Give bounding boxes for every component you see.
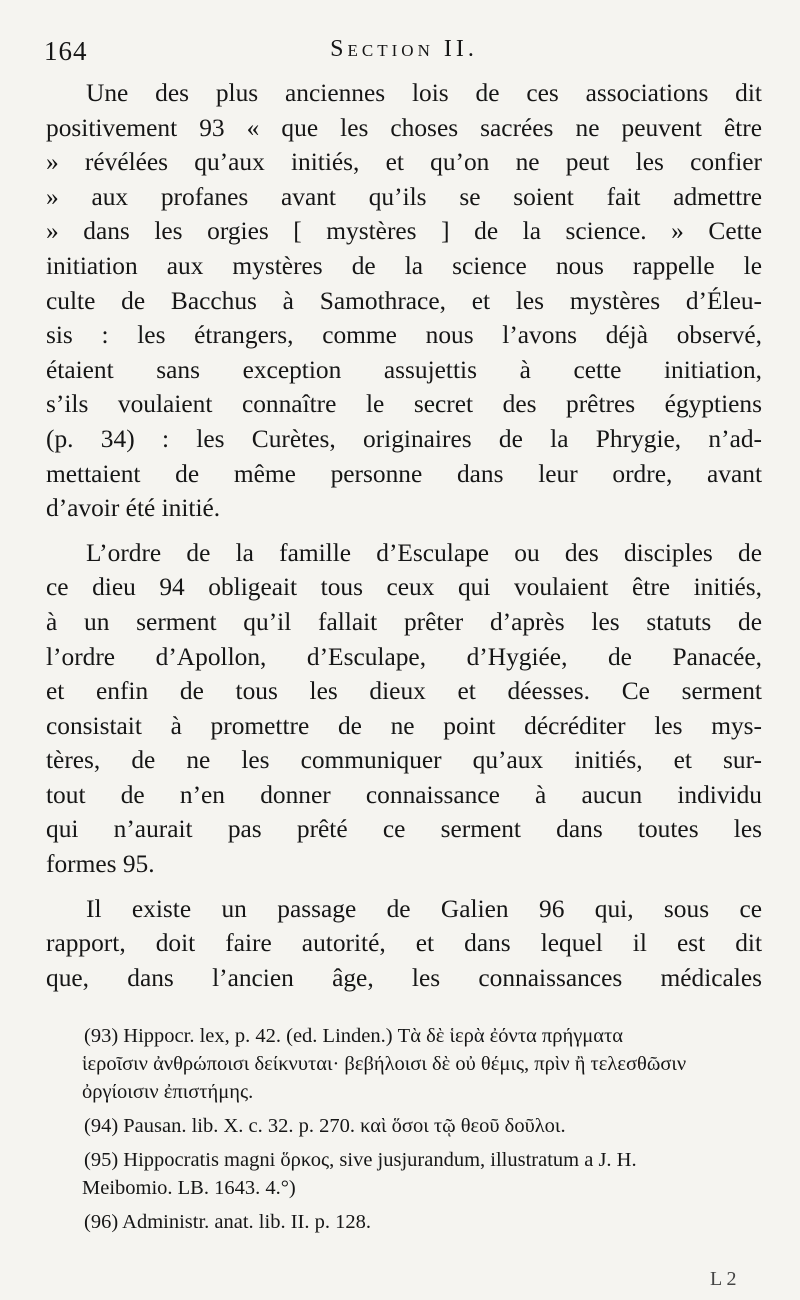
text-line: à un serment qu’il fallait prêter d’après les statuts de	[46, 607, 762, 636]
text-line: tout de n’en donner connaissance à aucun individu	[46, 780, 762, 809]
page-header	[44, 36, 764, 76]
footnote-95: (95) Hippocratis magni ὅρκος, sive jusjurandum, illustratum a J. H.	[84, 1149, 637, 1171]
footnote-line: Meibomio. LB. 1643. 4.°)	[82, 1177, 296, 1199]
body-text	[46, 76, 762, 995]
text-line: étaient sans exception assujettis à cette initiation,	[46, 355, 762, 384]
footnote-94: (94) Pausan. lib. X. c. 32. p. 270. καὶ ὅσοι τῷ θεοῦ δοῦλοι.	[84, 1115, 566, 1137]
text-line: Une des plus anciennes lois de ces associations dit	[86, 79, 762, 107]
footnote-line: ἱεροῖσιν ἀνθρώποισι δείκνυται· βεβήλοισι δὲ οὐ θέμις, πρὶν ἢ τελεσθῶσιν	[82, 1053, 687, 1075]
page-number: 164	[44, 36, 88, 66]
footnote-93: (93) Hippocr. lex, p. 42. (ed. Linden.) Τὰ δὲ ἱερὰ ἐόντα πρήγματα	[84, 1025, 623, 1047]
text-line: consistait à promettre de ne point décréditer les mys-	[46, 711, 762, 740]
text-line: qui n’aurait pas prêté ce serment dans toutes les	[46, 815, 762, 844]
paragraph-gap	[46, 526, 762, 536]
text-line: L’ordre de la famille d’Esculape ou des disciples de	[86, 538, 762, 567]
paragraph-1	[46, 76, 762, 526]
text-line: positivement 93 « que les choses sacrées ne peuvent être	[46, 113, 762, 142]
text-line: Il existe un passage de Galien 96 qui, sous ce	[86, 894, 762, 923]
text-line: d’avoir été initié.	[46, 494, 221, 523]
footnote-96: (96) Administr. anat. lib. II. p. 128.	[84, 1211, 371, 1233]
text-line: s’ils voulaient connaître le secret des prêtres égyptiens	[46, 390, 762, 419]
running-head: Section II.	[330, 36, 478, 62]
text-line: » dans les orgies [ mystères ] de la science. » Cette	[46, 217, 762, 246]
text-line: rapport, doit faire autorité, et dans lequel il est dit	[46, 929, 762, 958]
text-line: l’ordre d’Apollon, d’Esculape, d’Hygiée, de Panacée,	[46, 642, 762, 671]
text-line: formes 95.	[46, 850, 155, 879]
text-line: que, dans l’ancien âge, les connaissances médicales	[46, 963, 762, 992]
footnotes	[84, 1022, 774, 1236]
text-line: et enfin de tous les dieux et déesses. Ce serment	[46, 677, 762, 706]
text-line: mettaient de même personne dans leur ordre, avant	[46, 459, 762, 488]
text-line: » révélées qu’aux initiés, et qu’on ne peut les confier	[46, 148, 762, 177]
text-line: ce dieu 94 obligeait tous ceux qui voulaient être initiés,	[46, 573, 762, 602]
paragraph-gap	[46, 882, 762, 892]
paragraph-3	[46, 892, 762, 996]
text-line: » aux profanes avant qu’ils se soient fait admettre	[46, 182, 762, 211]
text-line: initiation aux mystères de la science nous rappelle le	[46, 251, 762, 280]
text-line: tères, de ne les communiquer qu’aux initiés, et sur-	[46, 746, 762, 775]
paragraph-2	[46, 536, 762, 882]
text-line: culte de Bacchus à Samothrace, et les mystères d’Éleu-	[46, 286, 762, 315]
text-line: sis : les étrangers, comme nous l’avons déjà observé,	[46, 321, 762, 350]
signature-mark: L 2	[710, 1268, 737, 1290]
footnote-line: ὀργίοισιν ἐπιστήμης.	[82, 1081, 254, 1103]
text-line: (p. 34) : les Curètes, originaires de la Phrygie, n’ad-	[46, 424, 762, 453]
